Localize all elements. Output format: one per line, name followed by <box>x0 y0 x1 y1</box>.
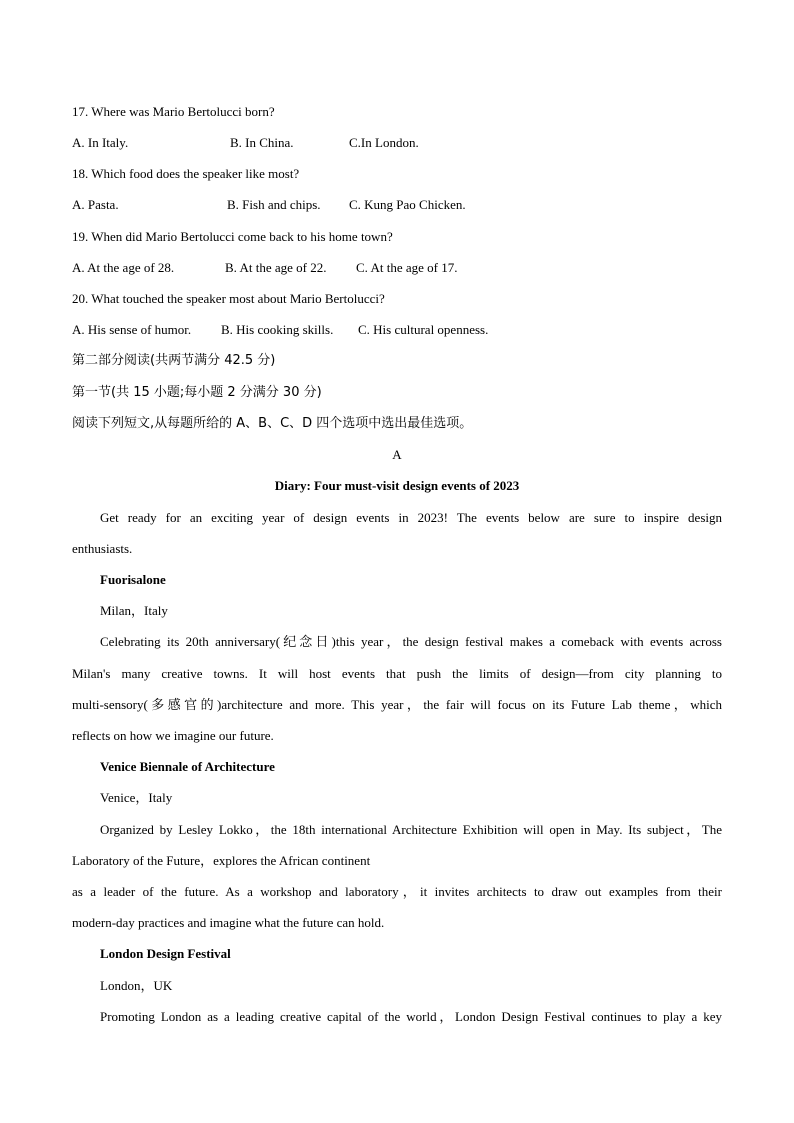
event-text-line: Laboratory of the Future，explores the African continent <box>72 853 371 868</box>
section-heading: 第一节(共 15 小题;每小题 2 分满分 30 分) <box>72 385 322 400</box>
event-name: London Design Festival <box>100 946 231 961</box>
question-18-option-c: C. Kung Pao Chicken. <box>349 197 466 212</box>
question-17: 17. Where was Mario Bertolucci born? <box>72 104 275 119</box>
instruction: 阅读下列短文,从每题所给的 A、B、C、D 四个选项中选出最佳选项。 <box>72 416 473 431</box>
question-17-option-c: C.In London. <box>349 135 419 150</box>
event-name: Venice Biennale of Architecture <box>100 759 275 774</box>
question-17-option-b: B. In China. <box>230 135 294 150</box>
question-17-option-a: A. In Italy. <box>72 135 129 150</box>
question-19-option-a: A. At the age of 28. <box>72 260 175 275</box>
event-text-line: as a leader of the future. As a workshop and laboratory，it invites architects to draw out examples from their <box>72 884 722 899</box>
question-19-option-c: C. At the age of 17. <box>356 260 458 275</box>
part-heading: 第二部分阅读(共两节满分 42.5 分) <box>72 353 276 368</box>
event-text-line: Promoting London as a leading creative capital of the world，London Design Festival continues to play a key <box>100 1009 722 1024</box>
event-location: London，UK <box>100 978 173 993</box>
question-20-option-a: A. His sense of humor. <box>72 322 192 337</box>
event-text-line: modern-day practices and imagine what the future can hold. <box>72 915 385 930</box>
event-name: Fuorisalone <box>100 572 166 587</box>
event-text-line: Milan's many creative towns. It will host events that push the limits of design—from city planning to <box>72 666 722 681</box>
event-text-line: reflects on how we imagine our future. <box>72 728 274 743</box>
question-18-option-a: A. Pasta. <box>72 197 119 212</box>
intro-line: enthusiasts. <box>72 541 133 556</box>
event-text-line: Organized by Lesley Lokko，the 18th international Architecture Exhibition will open in May. Its subject，The <box>100 822 722 837</box>
event-location: Milan，Italy <box>100 603 168 618</box>
event-text-line: Celebrating its 20th anniversary(纪念日)this year，the design festival makes a comeback with events across <box>100 634 722 649</box>
event-location: Venice，Italy <box>100 790 173 805</box>
question-19: 19. When did Mario Bertolucci come back to his home town? <box>72 229 393 244</box>
passage-label: A <box>392 447 402 462</box>
passage-title: Diary: Four must-visit design events of 2023 <box>274 478 520 493</box>
question-20: 20. What touched the speaker most about Mario Bertolucci? <box>72 291 385 306</box>
question-20-option-c: C. His cultural openness. <box>358 322 489 337</box>
question-18: 18. Which food does the speaker like most? <box>72 166 300 181</box>
intro-line: Get ready for an exciting year of design events in 2023! The events below are sure to inspire design <box>100 510 722 525</box>
question-20-option-b: B. His cooking skills. <box>221 322 334 337</box>
question-18-option-b: B. Fish and chips. <box>227 197 321 212</box>
event-text-line: multi-sensory(多感官的)architecture and more. This year，the fair will focus on its Future Lab theme，which <box>72 697 722 712</box>
question-19-option-b: B. At the age of 22. <box>225 260 327 275</box>
